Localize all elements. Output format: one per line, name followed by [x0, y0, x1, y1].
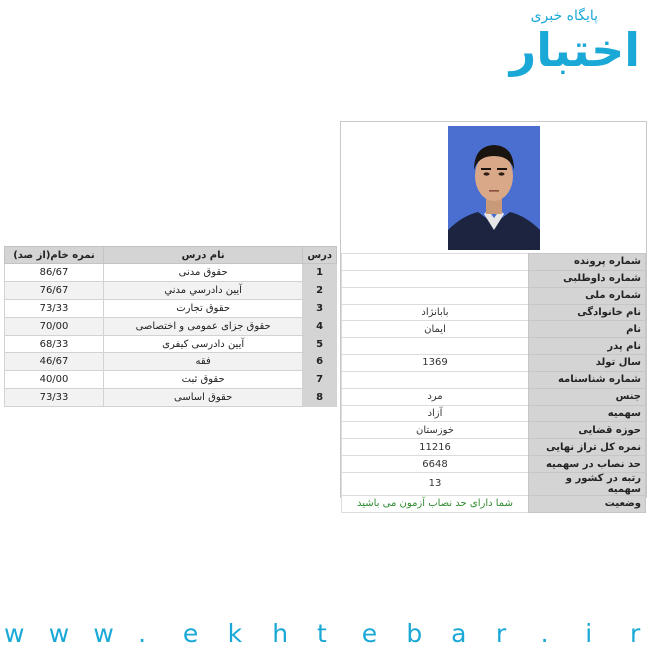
info-value [342, 338, 529, 355]
info-label: شماره داوطلبی [529, 270, 646, 287]
footer-url-char: a [451, 619, 467, 648]
course-name: حقوق جزای عمومی و اختصاصی [104, 317, 303, 335]
course-index: 4 [303, 317, 337, 335]
footer-url-char: . [138, 619, 147, 648]
course-name: حقوق تجارت [104, 299, 303, 317]
info-value: 13 [342, 472, 529, 495]
info-row [342, 456, 646, 473]
profile-info-table [341, 253, 646, 513]
info-row [342, 254, 646, 271]
info-row [342, 270, 646, 287]
course-grade: 76/67 [5, 281, 104, 299]
course-name: حقوق اساسی [104, 389, 303, 407]
info-row [342, 338, 646, 355]
footer-url[interactable] [0, 620, 650, 650]
info-row [342, 321, 646, 338]
course-row [5, 371, 337, 389]
info-label: حوزه قضایی [529, 422, 646, 439]
footer-url-char: t [317, 619, 327, 648]
footer-url-char: h [272, 619, 289, 648]
footer-url-char: r [495, 619, 507, 648]
info-value: بابانژاد [342, 304, 529, 321]
course-grade: 86/67 [5, 264, 104, 282]
info-label: نام [529, 321, 646, 338]
course-index: 1 [303, 264, 337, 282]
info-row [342, 439, 646, 456]
header-grade: نمره خام(از صد) [5, 247, 104, 264]
course-name: آیین دادرسي مدني [104, 281, 303, 299]
info-row [342, 495, 646, 512]
applicant-photo [448, 126, 540, 250]
site-logo [509, 8, 640, 80]
footer-url-char: . [540, 619, 549, 648]
info-row [342, 422, 646, 439]
course-row [5, 299, 337, 317]
logo-tagline: پایگاه خبری [530, 8, 598, 24]
footer-url-char: e [182, 619, 199, 648]
footer-url-char: r [630, 619, 641, 648]
info-label: وضعیت [529, 495, 646, 512]
footer-url-char: k [227, 619, 243, 648]
info-row [342, 304, 646, 321]
course-grade: 68/33 [5, 335, 104, 353]
info-row [342, 472, 646, 495]
info-label: شماره پرونده [529, 254, 646, 271]
info-row [342, 355, 646, 372]
info-value: 1369 [342, 355, 529, 372]
logo-name: اختبار [509, 23, 640, 77]
info-value: 6648 [342, 456, 529, 473]
info-label: شماره شناسنامه [529, 371, 646, 388]
course-name: فقه [104, 353, 303, 371]
course-row [5, 353, 337, 371]
course-grade: 46/67 [5, 353, 104, 371]
header-course-name: نام درس [104, 247, 303, 264]
status-message: شما دارای حد نصاب آزمون می باشید [342, 495, 529, 512]
info-label: نام خانوادگی [529, 304, 646, 321]
footer-url-char: e [361, 619, 378, 648]
course-grade: 70/00 [5, 317, 104, 335]
info-label: جنس [529, 388, 646, 405]
info-value: مرد [342, 388, 529, 405]
info-value [342, 270, 529, 287]
course-row [5, 389, 337, 407]
info-value: خوزستان [342, 422, 529, 439]
course-index: 8 [303, 389, 337, 407]
course-index: 3 [303, 299, 337, 317]
course-name: حقوق مدنی [104, 264, 303, 282]
course-grade: 73/33 [5, 389, 104, 407]
course-row [5, 264, 337, 282]
info-row [342, 405, 646, 422]
course-index: 6 [303, 353, 337, 371]
course-grade: 73/33 [5, 299, 104, 317]
course-index: 7 [303, 371, 337, 389]
course-name: حقوق ثبت [104, 371, 303, 389]
info-row [342, 287, 646, 304]
course-name: آیین دادرسی کیفری [104, 335, 303, 353]
info-value [342, 254, 529, 271]
info-row [342, 371, 646, 388]
info-value [342, 371, 529, 388]
footer-url-char: w [48, 619, 70, 648]
info-label: نام پدر [529, 338, 646, 355]
course-index: 2 [303, 281, 337, 299]
info-label: سهمیه [529, 405, 646, 422]
info-value: 11216 [342, 439, 529, 456]
info-label: سال تولد [529, 355, 646, 372]
footer-url-char: i [585, 619, 593, 648]
course-row [5, 317, 337, 335]
info-value: ایمان [342, 321, 529, 338]
course-index: 5 [303, 335, 337, 353]
footer-url-char: b [406, 619, 423, 648]
course-row [5, 281, 337, 299]
info-label: رتبه در کشور و سهمیه [529, 472, 646, 495]
info-row [342, 388, 646, 405]
courses-header-row [5, 247, 337, 264]
info-value [342, 287, 529, 304]
footer-url-char: w [93, 619, 114, 648]
course-row [5, 335, 337, 353]
info-label: نمره کل تراز نهایی [529, 439, 646, 456]
info-value: آزاد [342, 405, 529, 422]
course-grade: 40/00 [5, 371, 104, 389]
profile-panel [340, 121, 647, 510]
footer-url-char: w [4, 619, 25, 648]
info-label: حد نصاب در سهمیه [529, 456, 646, 473]
info-label: شماره ملی [529, 287, 646, 304]
header-index: درس [303, 247, 337, 264]
courses-table [4, 246, 337, 407]
